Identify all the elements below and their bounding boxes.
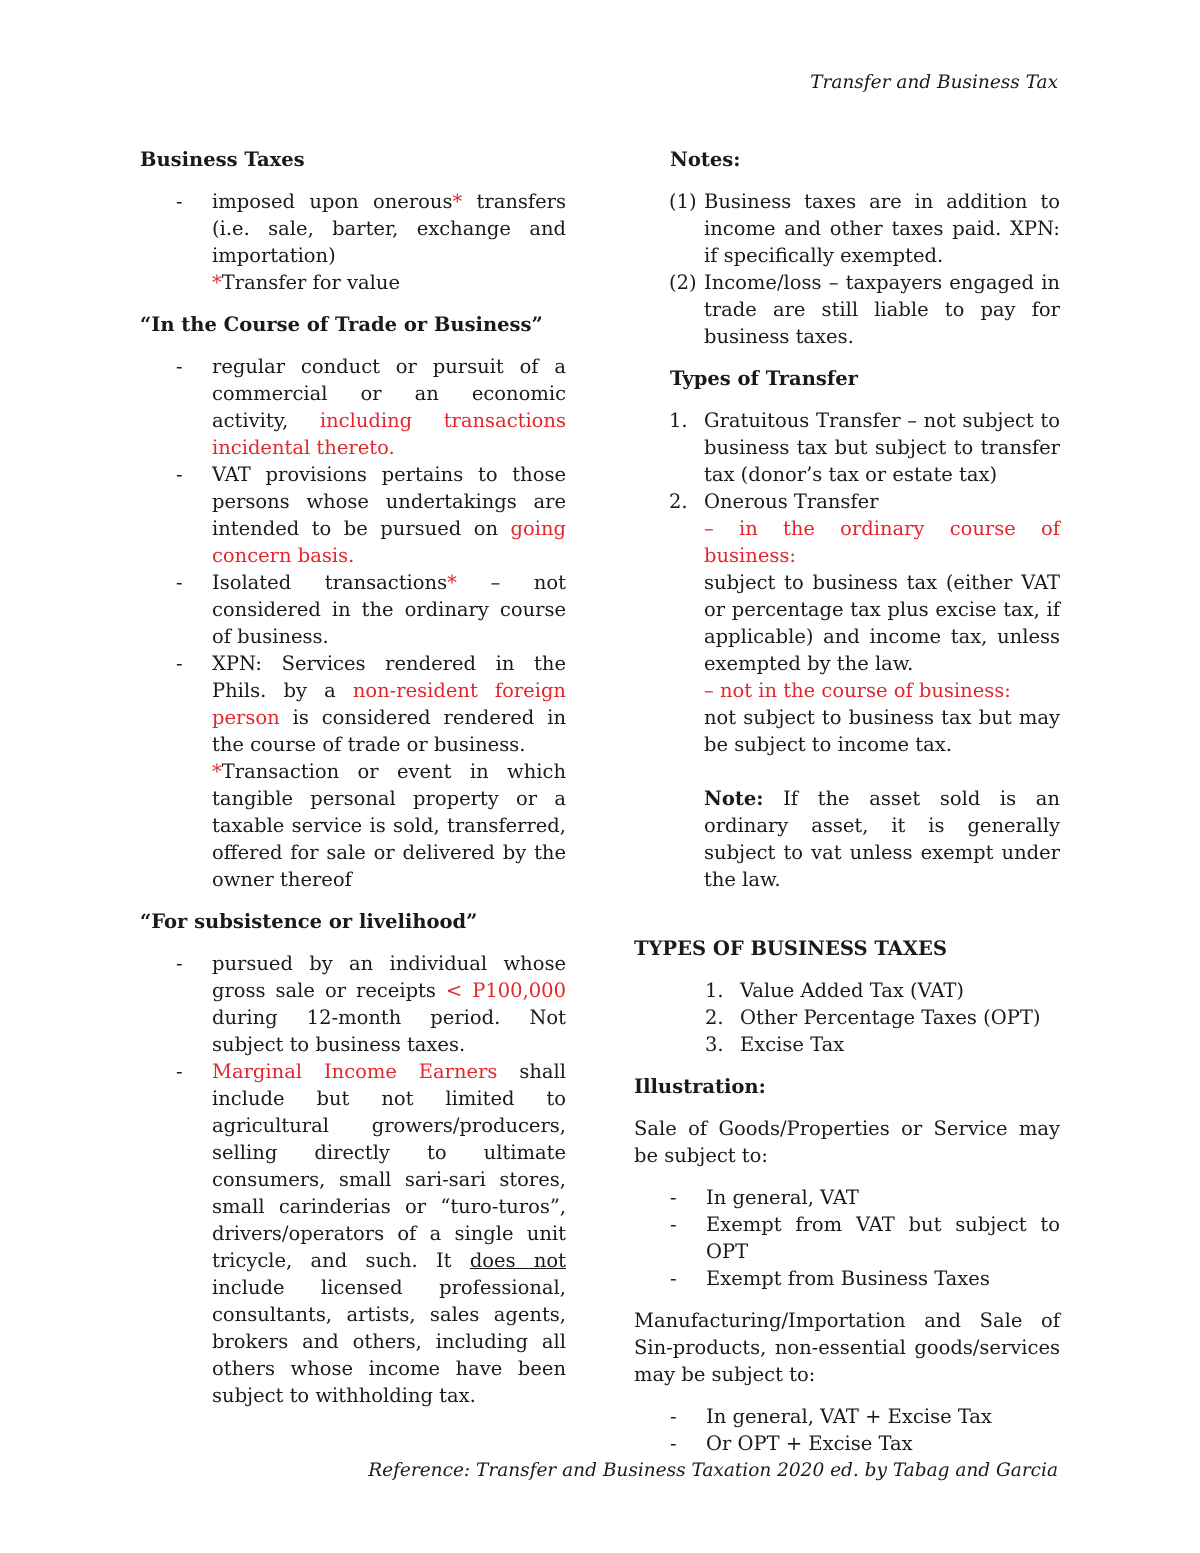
business-taxes-heading: Business Taxes: [140, 148, 305, 171]
reference-footer: Reference: Transfer and Business Taxation 2020 ed. by Tabag and Garcia: [368, 1460, 1058, 1481]
list-item: 2. Other Percentage Taxes (OPT): [705, 1006, 1041, 1029]
right-column: [634, 146, 1060, 1457]
list-item: - In general, VAT + Excise Tax: [706, 1403, 1060, 1430]
list-item: - Isolated transactions* – not considered in the ordinary course of business.: [212, 569, 566, 650]
list-item: 1. Gratuitous Transfer – not subject to business tax but subject to transfer tax (donor’s tax or estate tax): [669, 409, 1060, 486]
illustration-paragraph-1: Sale of Goods/Properties or Service may be subject to:: [634, 1117, 1060, 1167]
list-item: - Exempt from Business Taxes: [706, 1265, 1060, 1292]
types-of-business-taxes-heading: TYPES OF BUSINESS TAXES: [634, 937, 947, 960]
list-item: - Exempt from VAT but subject to OPT: [706, 1211, 1060, 1265]
illustration-heading: Illustration:: [634, 1075, 766, 1098]
list-item: - pursued by an individual whose gross sale or receipts < P100,000 during 12-month period. Not subject to business taxes.: [212, 950, 566, 1058]
list-item: 1. Value Added Tax (VAT): [705, 979, 965, 1002]
types-of-transfer-list: [634, 407, 1060, 893]
illustration-list-1: [634, 1184, 1060, 1292]
business-taxes-types-list: [634, 977, 1060, 1058]
business-taxes-list: [140, 188, 566, 296]
list-item: - XPN: Services rendered in the Phils. by a non-resident foreign person is considered rendered in the course of trade or business. *Transaction or event in which tangible personal property or a taxable service is sold, transferred, offered for sale or delivered by the owner thereof: [212, 650, 566, 893]
list-item: - imposed upon onerous* transfers (i.e. sale, barter, exchange and importation) *Transfer for value: [212, 188, 566, 296]
notes-heading: Notes:: [670, 148, 741, 171]
list-item: (2) Income/loss – taxpayers engaged in trade are still liable to pay for business taxes.: [669, 271, 1060, 348]
trade-heading: “In the Course of Trade or Business”: [140, 313, 543, 336]
page-header: Transfer and Business Tax: [810, 72, 1058, 93]
illustration-paragraph-2: Manufacturing/Importation and Sale of Sin-products, non-essential goods/services may be subject to:: [634, 1309, 1060, 1386]
list-item: - In general, VAT: [706, 1184, 1060, 1211]
list-item: - VAT provisions pertains to those persons whose undertakings are intended to be pursued on going concern basis.: [212, 461, 566, 569]
subsistence-list: [140, 950, 566, 1409]
subsistence-heading: “For subsistence or livelihood”: [140, 910, 478, 933]
illustration-list-2: [634, 1403, 1060, 1457]
notes-list: [634, 188, 1060, 350]
list-item: - regular conduct or pursuit of a commercial or an economic activity, including transactions incidental thereto.: [212, 353, 566, 461]
list-item: 3. Excise Tax: [705, 1033, 845, 1056]
types-of-transfer-heading: Types of Transfer: [670, 367, 858, 390]
list-item: (1) Business taxes are in addition to income and other taxes paid. XPN: if specifically exempted.: [669, 190, 1060, 267]
list-item: - Or OPT + Excise Tax: [706, 1430, 1060, 1457]
list-item: 2. Onerous Transfer – in the ordinary course of business: subject to business tax (either VAT or percentage tax plus excise tax, if applicable) and income tax, unless exempted by the law. – not in the course of business: not subject to business tax but may be subject to income tax. Note: If the asset sold is an ordinary asset, it is generally subject to vat unless exempt under the law.: [669, 490, 1060, 891]
trade-list: [140, 353, 566, 893]
note-label: Note:: [704, 787, 764, 810]
left-column: [140, 146, 566, 1409]
list-item: - Marginal Income Earners shall include but not limited to agricultural growers/producers, selling directly to ultimate consumers, small sari-sari stores, small carinderias or “turo-turos”, drivers/operators of a single unit tricycle, and such. It does not include licensed professional, consultants, artists, sales agents, brokers and others, including all others whose income have been subject to withholding tax.: [212, 1058, 566, 1409]
